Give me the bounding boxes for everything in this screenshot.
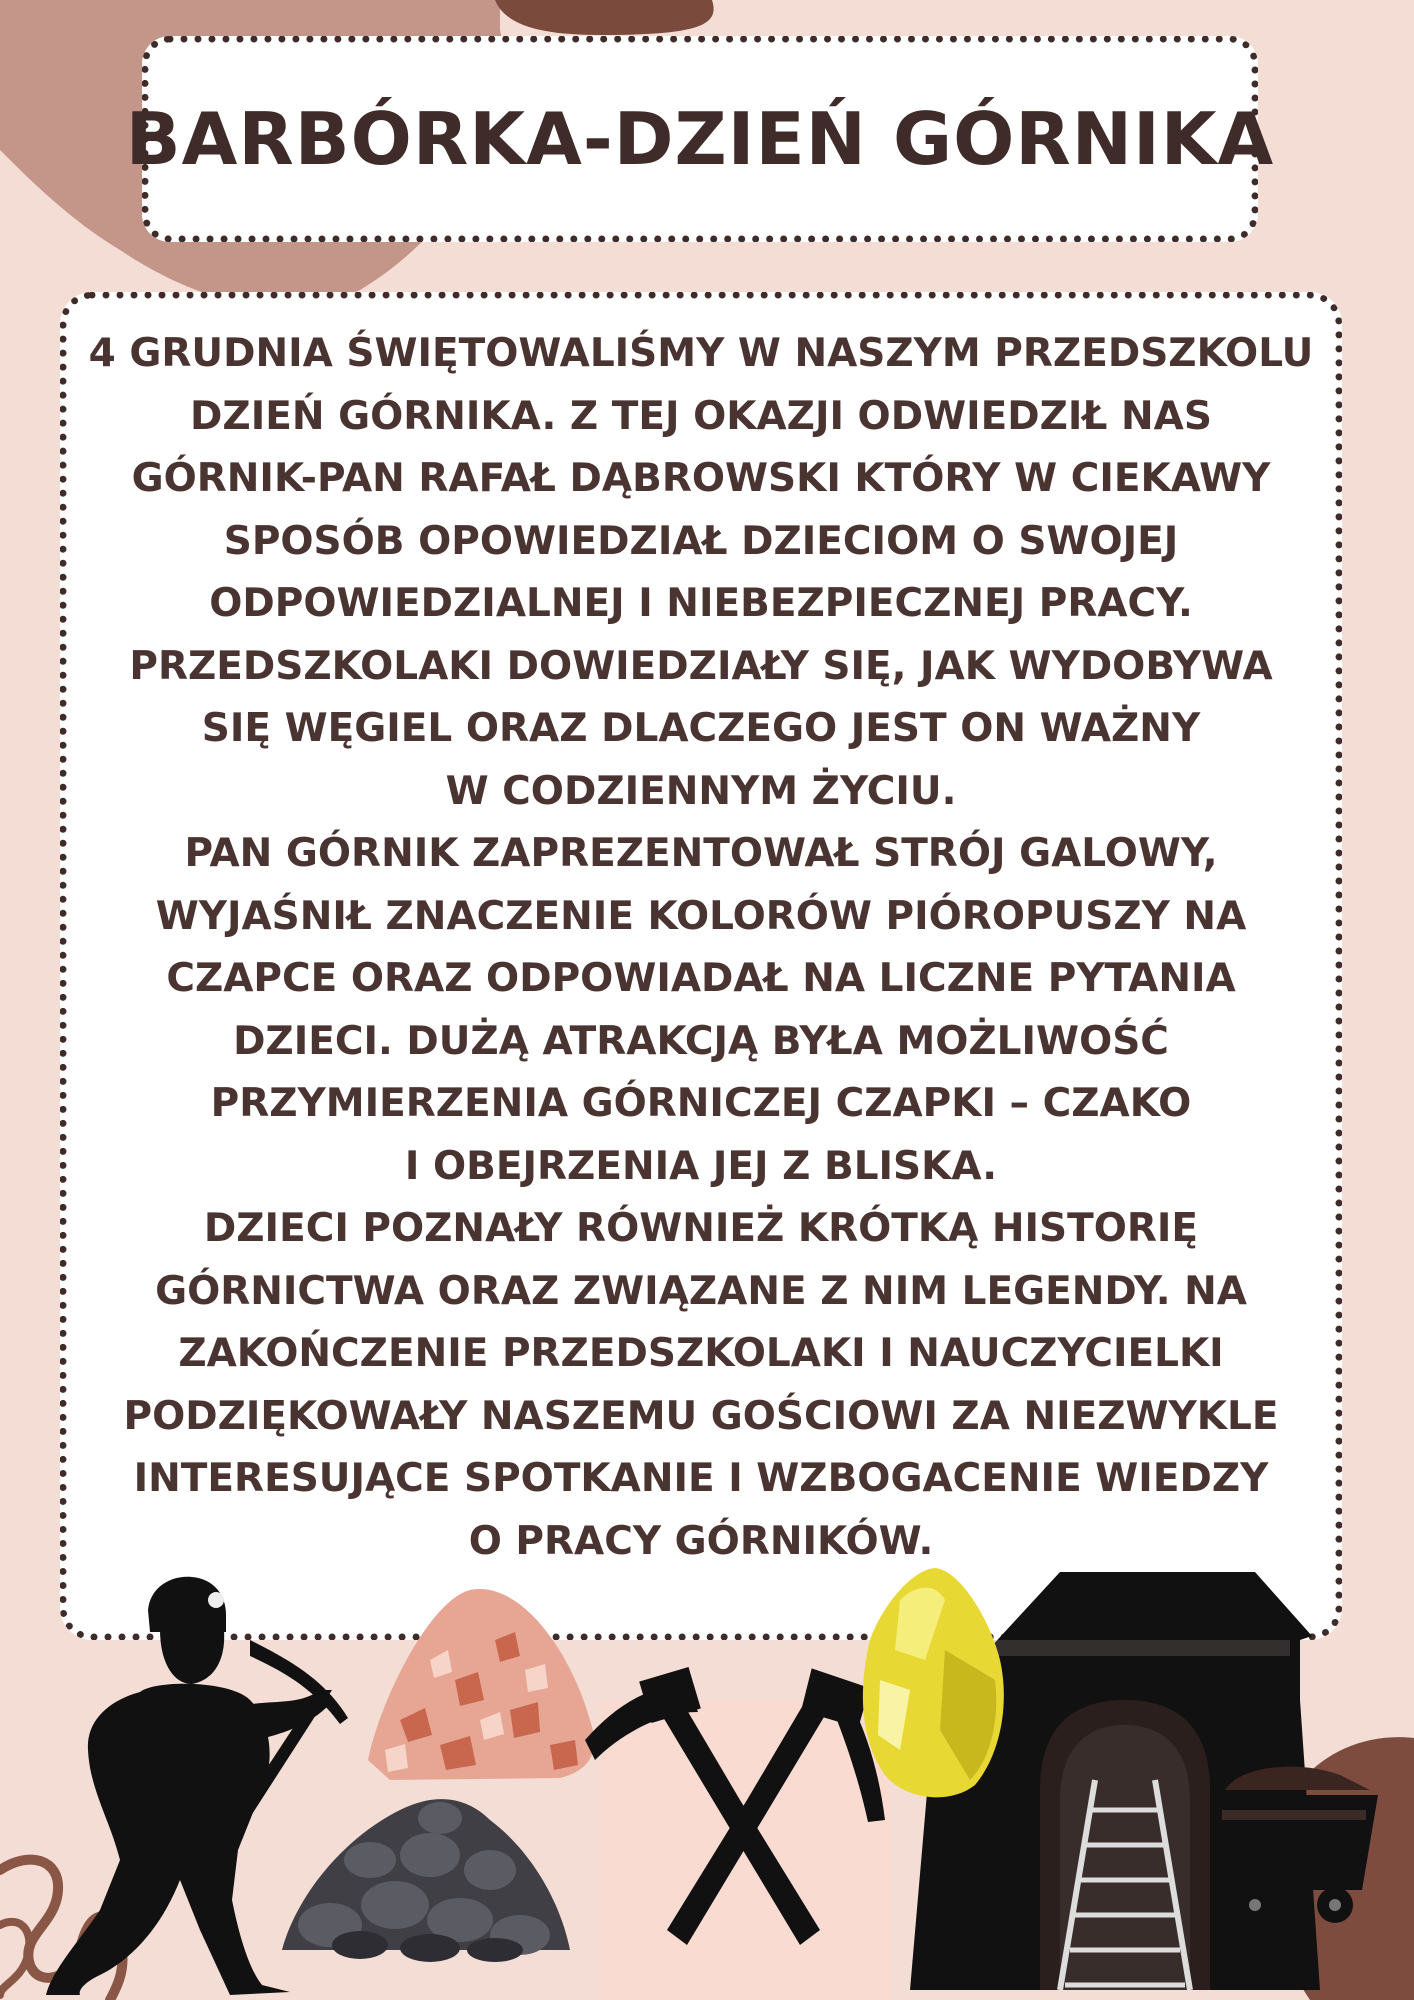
- body-line: DZIECI. DUŻĄ ATRAKCJĄ BYŁA MOŻLIWOŚĆ: [233, 1018, 1169, 1064]
- body-line: PRZEDSZKOLAKI DOWIEDZIAŁY SIĘ, JAK WYDOBYWA: [129, 643, 1273, 689]
- body-line: 4 GRUDNIA ŚWIĘTOWALIŚMY W NASZYM PRZEDSZKOLU: [88, 331, 1314, 376]
- body-line: DZIEŃ GÓRNIKA. Z TEJ OKAZJI ODWIEDZIŁ NAS: [190, 393, 1212, 439]
- yellow-crystal-icon: [863, 1568, 1004, 1797]
- body-line: SIĘ WĘGIEL ORAZ DLACZEGO JEST ON WAŻNY: [201, 706, 1201, 751]
- body-line: SPOSÓB OPOWIEDZIAŁ DZIECIOM O SWOJEJ: [223, 518, 1179, 564]
- body-line: PRZYMIERZENIA GÓRNICZEJ CZAPKI – CZAKO: [210, 1081, 1192, 1126]
- body-line: PAN GÓRNIK ZAPREZENTOWAŁ STRÓJ GALOWY,: [184, 831, 1218, 876]
- body-line: PODZIĘKOWAŁY NASZEMU GOŚCIOWI ZA NIEZWYKLE: [123, 1393, 1279, 1439]
- body-line: CZAPCE ORAZ ODPOWIADAŁ NA LICZNE PYTANIA: [166, 956, 1236, 1001]
- coal-pile-icon: [282, 1799, 570, 1962]
- poster-title: BARBÓRKA-DZIEŃ GÓRNIKA: [125, 97, 1275, 181]
- body-line: O PRACY GÓRNIKÓW.: [468, 1518, 934, 1564]
- crossed-hammers-icon: [585, 1657, 885, 1945]
- body-line: I OBEJRZENIA JEJ Z BLISKA.: [404, 1143, 998, 1189]
- rock-salt-pile-icon: [368, 1589, 594, 1780]
- body-line: ZAKOŃCZENIE PRZEDSZKOLAKI I NAUCZYCIELKI: [178, 1331, 1224, 1376]
- body-line: DZIECI POZNAŁY RÓWNIEŻ KRÓTKĄ HISTORIĘ: [203, 1206, 1199, 1251]
- body-line: ODPOWIEDZIALNEJ I NIEBEZPIECZNEJ PRACY.: [209, 581, 1193, 626]
- body-line: GÓRNICTWA ORAZ ZWIĄZANE Z NIM LEGENDY. NA: [155, 1268, 1247, 1314]
- body-line: INTERESUJĄCE SPOTKANIE I WZBOGACENIE WIEDZY: [133, 1456, 1269, 1501]
- body-line: W CODZIENNYM ŻYCIU.: [445, 768, 957, 814]
- body-line: WYJAŚNIŁ ZNACZENIE KOLORÓW PIÓROPUSZY NA: [155, 893, 1247, 939]
- body-line: GÓRNIK-PAN RAFAŁ DĄBROWSKI KTÓRY W CIEKAWY: [131, 456, 1271, 501]
